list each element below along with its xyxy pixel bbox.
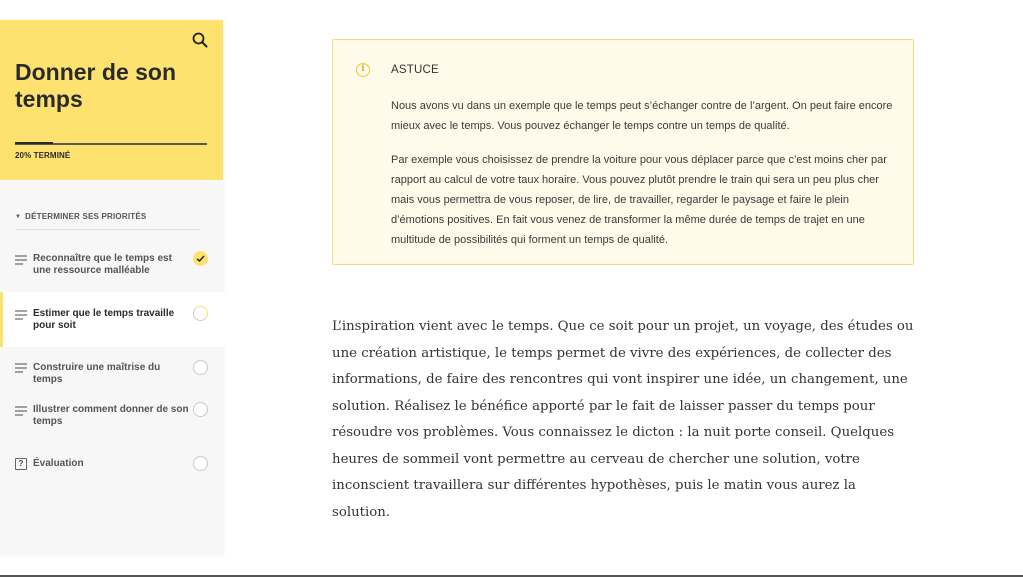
search-icon[interactable]: [191, 31, 209, 49]
lesson-label: Illustrer comment donner de son temps: [33, 404, 189, 427]
lines-icon: [15, 406, 27, 416]
status-in-progress-icon: [193, 306, 208, 321]
course-sidebar: [0, 20, 223, 555]
lesson-label: Construire une maîtrise du temps: [33, 362, 161, 385]
tip-paragraph: Par exemple vous choisissez de prendre la voiture pour vous déplacer parce que c’est moins cher par rapport au calcul de votre taux horaire. Vous pouvez plutôt prendre le train qui sera un peu plus cher mais vous permettra de vous reposer, de lire, de travailler, regarder le paysage et faire le plein d’émotions positives. En fait vous venez de transformer la même durée de temps de trajet en une multitude de possibilités qui forment un temps de qualité.: [391, 154, 887, 246]
section-title: DÉTERMINER SES PRIORITÉS: [25, 212, 147, 221]
lesson-item-2[interactable]: [0, 292, 226, 347]
course-title: Donner de son temps: [15, 59, 177, 112]
section-header[interactable]: [15, 212, 200, 230]
lesson-label: Estimer que le temps travaille pour soit: [33, 308, 175, 331]
caret-down-icon: ▼: [15, 214, 22, 220]
lesson-item-evaluation[interactable]: [0, 454, 223, 476]
progress-label: 20% TERMINÉ: [15, 151, 71, 160]
status-todo-icon: [193, 360, 208, 375]
course-header: [0, 20, 223, 180]
status-todo-icon: [193, 402, 208, 417]
lesson-item-1[interactable]: [0, 248, 223, 284]
lesson-paragraph: L’inspiration vient avec le temps. Que ce soit pour un projet, un voyage, des études ou une création artistique, le temps permet de vivre des expériences, de collecter des informations, de faire des rencontres qui vont inspirer une idée, un changement, une solution. Réalisez le bénéfice apporté par le fait de laisser passer du temps pour résoudre vos problèmes. Vous connaissez le dicton : la nuit porte conseil. Quelques heures de sommeil vont permettre au cerveau de chercher une solution, votre inconscient travaillera sur différentes hypothèses, puis le matin vous aurez la solution.: [332, 319, 914, 520]
tip-box: [332, 39, 914, 265]
progress-bar-fill: [15, 142, 53, 144]
status-done-icon: [193, 251, 208, 266]
lesson-label: Évaluation: [33, 458, 84, 469]
lines-icon: [15, 310, 27, 320]
lines-icon: [15, 255, 27, 265]
status-todo-icon: [193, 456, 208, 471]
lines-icon: [15, 363, 27, 373]
lesson-label: Reconnaître que le temps est une ressource malléable: [33, 253, 172, 276]
info-icon: i: [356, 63, 370, 77]
lesson-item-4[interactable]: [0, 400, 223, 436]
lesson-item-3[interactable]: [0, 357, 223, 385]
quiz-icon: ?: [15, 458, 27, 470]
tip-paragraph: Nous avons vu dans un exemple que le temps peut s’échanger contre de l’argent. On peut faire encore mieux avec le temps. Vous pouvez échanger le temps contre un temps de qualité.: [391, 100, 893, 132]
tip-title: ASTUCE: [391, 64, 439, 76]
progress-bar: [15, 143, 207, 145]
